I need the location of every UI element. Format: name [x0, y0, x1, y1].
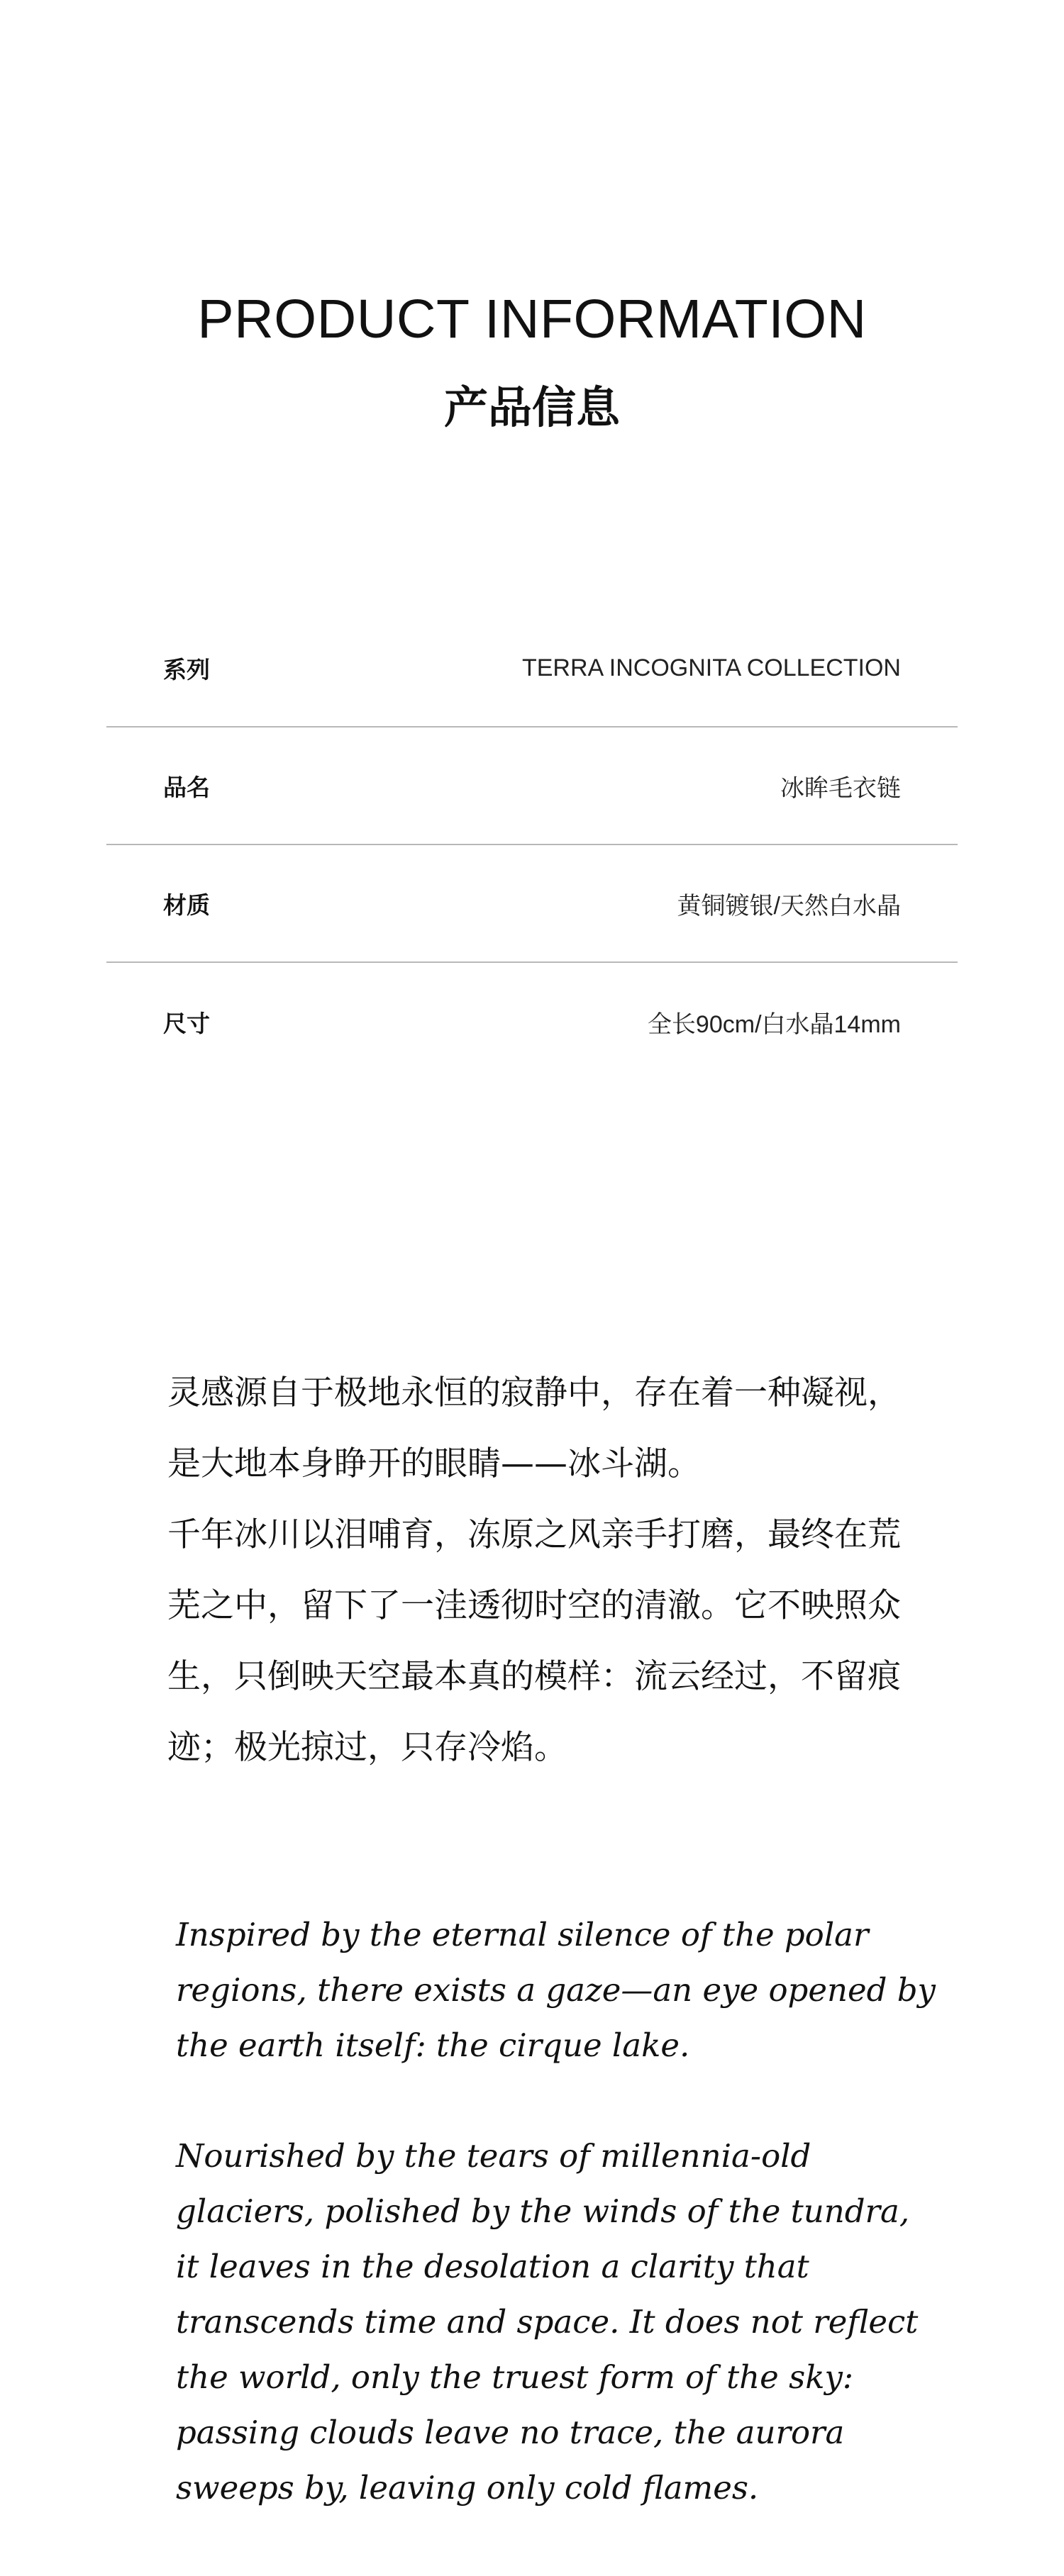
description-en-paragraph: Nourished by the tears of millennia-old glaciers, polished by the winds of the tundra, it leaves in the desolation a clarity that transcends time and space. It does not reflect the world, only the truest form of the sky: passing clouds leave no trace, the aurora sweeps by, leaving only cold flames. — [176, 2137, 919, 2507]
info-value-material: 黄铜镀银/天然白水晶 — [677, 892, 901, 920]
description-zh-paragraph: 灵感源自于极地永恒的寂静中，存在着一种凝视，是大地本身睁开的眼睛——冰斗湖。 — [167, 1373, 901, 1483]
info-value-name: 冰眸毛衣链 — [780, 774, 901, 802]
info-row-name — [106, 727, 958, 845]
description-zh-paragraph: 千年冰川以泪哺育，冻原之风亲手打磨，最终在荒芜之中，留下了一洼透彻时空的清澈。它不映照众生，只倒映天空最本真的模样：流云经过，不留痕迹；极光掠过，只存冷焰。 — [167, 1515, 901, 1767]
info-label-size: 尺寸 — [163, 1009, 210, 1037]
info-row-series — [106, 610, 958, 727]
description-en-paragraph: Inspired by the eternal silence of the polar regions, there exists a gaze—an eye opened by the earth itself: the cirque lake. — [176, 1916, 936, 2064]
description-en — [176, 1907, 942, 2516]
info-row-material — [106, 845, 958, 963]
info-row-size — [106, 963, 958, 1081]
info-label-series: 系列 — [163, 655, 210, 684]
page-title-en: PRODUCT INFORMATION — [197, 289, 867, 350]
page-title-zh: 产品信息 — [443, 381, 620, 433]
info-label-name: 品名 — [163, 773, 210, 801]
info-label-material: 材质 — [163, 891, 210, 919]
info-value-size: 全长90cm/白水晶14mm — [647, 1010, 901, 1038]
description-zh — [167, 1358, 919, 1783]
info-value-series: TERRA INCOGNITA COLLECTION — [521, 654, 901, 681]
product-info-table — [106, 610, 958, 1081]
